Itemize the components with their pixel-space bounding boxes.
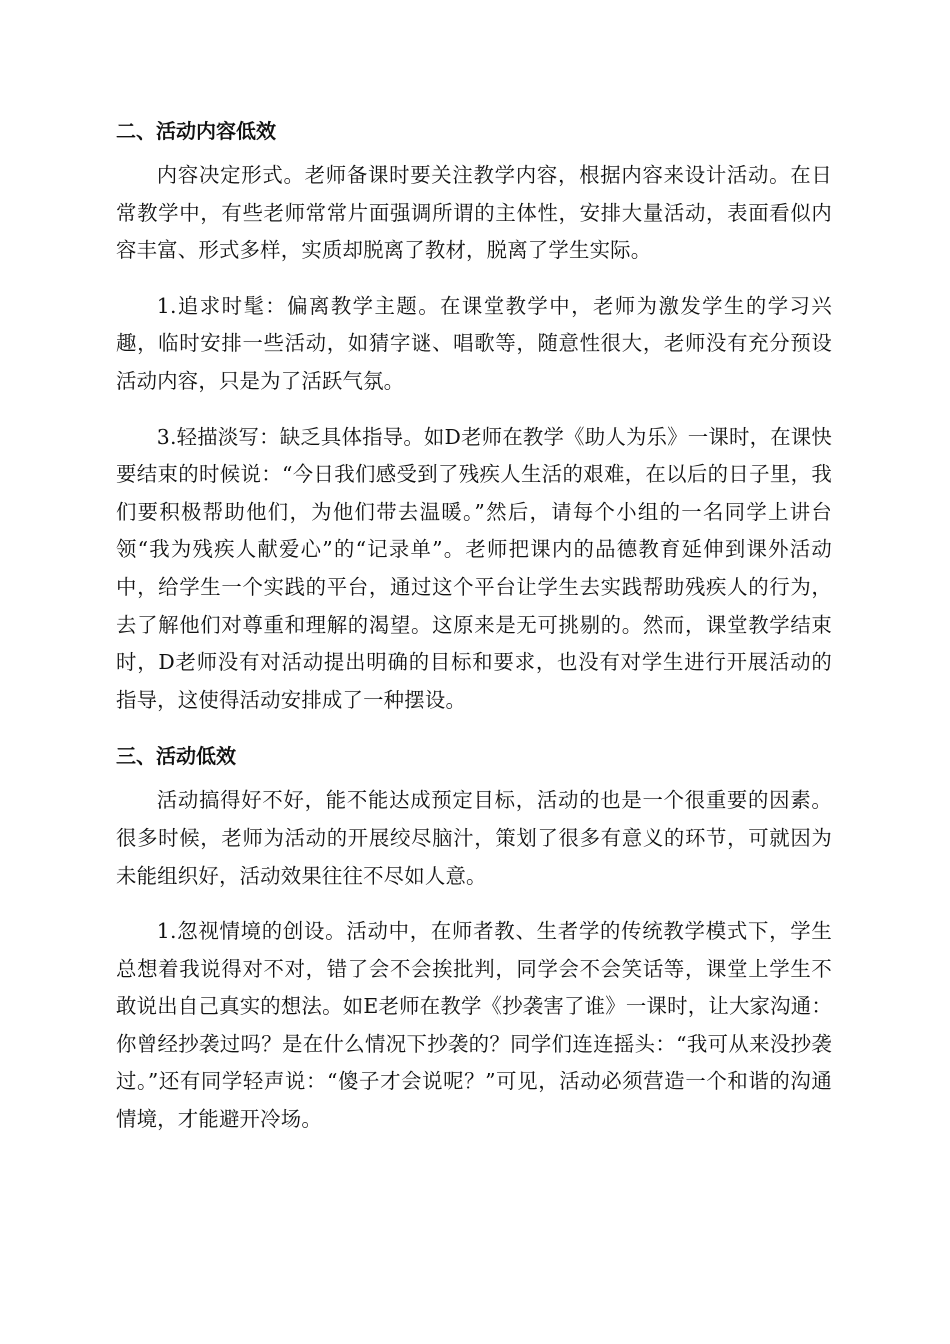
paragraph: 活动搞得好不好，能不能达成预定目标，活动的也是一个很重要的因素。很多时候，老师为活动的开展绞尽脑汁，策划了很多有意义的环节，可就因为未能组织好，活动效果往往不尽如人意。 — [116, 788, 832, 888]
paragraph: 3.轻描淡写：缺乏具体指导。如D老师在教学《助人为乐》一课时，在课快要结束的时候说：“今日我们感受到了残疾人生活的艰难，在以后的日子里，我们要积极帮助他们，为他们带去温暖。”然后，请每个小组的一名同学上讲台领“我为残疾人献爱心”的“记录单”。老师把课内的品德教育延伸到课外活动中，给学生一个实践的平台，通过这个平台让学生去实践帮助残疾人的行为，去了解他们对尊重和理解的渴望。这原来是无可挑剔的。然而，课堂教学结束时，D老师没有对活动提出明确的目标和要求，也没有对学生进行开展活动的指导，这使得活动安排成了一种摆设。 — [116, 424, 832, 712]
section-activity-content — [116, 112, 832, 719]
section-heading: 三、活动低效 — [116, 744, 236, 769]
document-page — [116, 112, 832, 1139]
paragraph: 1.追求时髦：偏离教学主题。在课堂教学中，老师为激发学生的学习兴趣，临时安排一些活动，如猜字谜、唱歌等，随意性很大，老师没有充分预设活动内容，只是为了活跃气氛。 — [116, 293, 832, 393]
paragraph: 内容决定形式。老师备课时要关注教学内容，根据内容来设计活动。在日常教学中，有些老师常常片面强调所谓的主体性，安排大量活动，表面看似内容丰富、形式多样，实质却脱离了教材，脱离了学生实际。 — [116, 163, 832, 263]
paragraph: 1.忽视情境的创设。活动中，在师者教、生者学的传统教学模式下，学生总想着我说得对不对，错了会不会挨批判，同学会不会笑话等，课堂上学生不敢说出自己真实的想法。如E老师在教学《抄袭害了谁》一课时，让大家沟通：你曾经抄袭过吗？是在什么情况下抄袭的？同学们连连摇头：“我可从来没抄袭过。”还有同学轻声说：“傻子才会说呢？”可见，活动必须营造一个和谐的沟通情境，才能避开冷场。 — [116, 919, 832, 1132]
section-heading: 二、活动内容低效 — [116, 119, 276, 143]
section-activity-low-efficiency — [116, 737, 832, 1138]
